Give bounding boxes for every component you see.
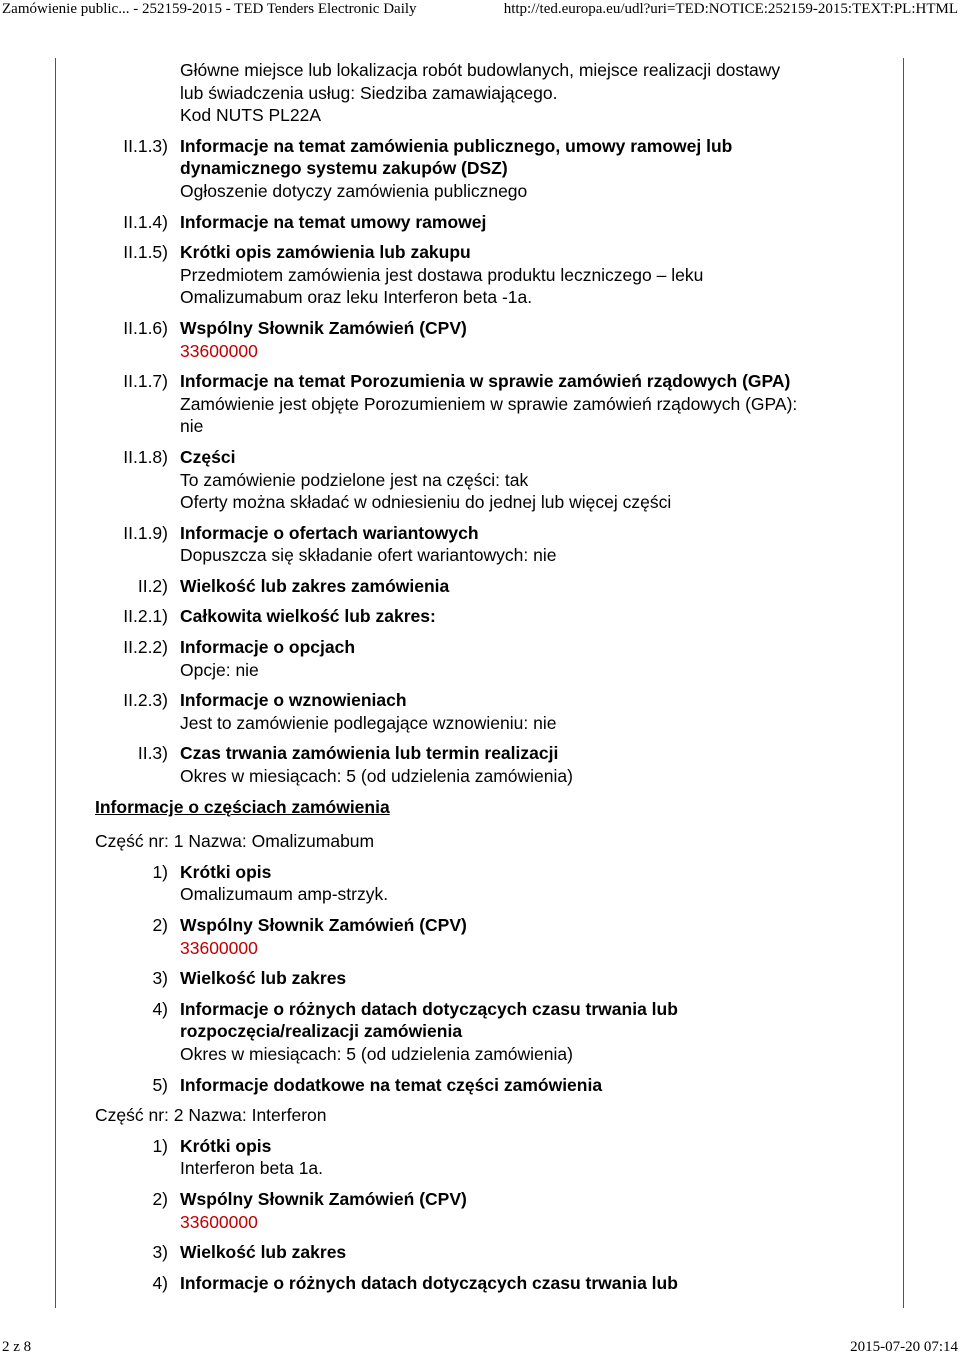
intro-line: lub świadczenia usług: Siedziba zamawiającego. [180,82,558,103]
section-heading: Informacje na temat Porozumienia w sprawie zamówień rządowych (GPA) [180,371,791,392]
part-2-item-1 [0,1135,960,1180]
section-text: Dopuszcza się składanie ofert wariantowych: nie [180,545,557,566]
item-number: 3) [152,968,168,989]
print-datetime: 2015-07-20 07:14 [850,1339,958,1355]
section-heading: Informacje o wznowieniach [180,690,407,711]
item-heading: Krótki opis [180,1135,272,1156]
part-1-item-5 [0,1074,960,1097]
item-heading: Wspólny Słownik Zamówień (CPV) [180,915,467,935]
section-heading: Czas trwania zamówienia lub termin realizacji [180,743,559,764]
item-number: 3) [152,1242,168,1263]
section-text: Oferty można składać w odniesieniu do jednej lub więcej części [180,492,672,513]
section-number: II.2.1) [123,606,168,627]
section-number: II.2.3) [123,690,168,711]
section-text: Omalizumabum oraz leku Interferon beta -1a. [180,287,533,308]
section-II-1-7 [0,370,960,438]
section-number: II.1.7) [123,371,168,392]
item-number: 2) [152,915,168,935]
item-number: 1) [152,1135,168,1156]
section-text: Przedmiotem zamówienia jest dostawa produktu leczniczego – leku [180,264,704,285]
section-number: II.1.9) [123,522,168,543]
part-1-item-3 [0,967,960,990]
item-heading: Informacje o różnych datach dotyczących czasu trwania lub [180,998,678,1019]
section-text: Jest to zamówienie podlegające wznowieniu: nie [180,712,557,733]
section-II-3 [0,742,960,787]
section-heading: Części [180,446,236,467]
page-url: http://ted.europa.eu/udl?uri=TED:NOTICE:252159-2015:TEXT:PL:HTML [503,1,958,17]
part-1-item-4 [0,998,960,1066]
section-number: II.2) [137,575,168,596]
section-text: nie [180,416,204,437]
section-text: To zamówienie podzielone jest na części: tak [180,469,529,490]
print-header [0,0,960,22]
section-heading: Informacje na temat umowy ramowej [180,211,487,232]
section-heading: dynamicznego systemu zakupów (DSZ) [180,158,508,179]
document-body [0,59,960,1294]
section-II-1-3 [0,135,960,203]
item-heading: Wspólny Słownik Zamówień (CPV) [180,1188,467,1209]
section-II-1-5 [0,241,960,309]
item-text: Omalizumaum amp-strzyk. [180,884,389,905]
item-text: Okres w miesiącach: 5 (od udzielenia zamówienia) [180,1043,573,1064]
section-number: II.1.8) [123,446,168,467]
nuts-code: Kod NUTS PL22A [180,105,322,126]
item-text: Interferon beta 1a. [180,1158,324,1179]
section-heading: Wspólny Słownik Zamówień (CPV) [180,317,467,338]
part-2-heading: Część nr: 2 Nazwa: Interferon [95,1105,327,1126]
page-number: 2 z 8 [2,1339,32,1355]
section-heading: Informacje o ofertach wariantowych [180,522,479,543]
part-2-item-4 [0,1272,960,1295]
item-number: 1) [152,861,168,882]
item-number: 4) [152,1272,168,1293]
section-heading: Informacje na temat zamówienia publicznego, umowy ramowej lub [180,135,733,156]
page-title: Zamówienie public... - 252159-2015 - TED Tenders Electronic Daily [2,1,417,17]
section-II-2-1 [0,605,960,628]
section-number: II.3) [137,743,168,764]
section-II-1-8 [0,446,960,514]
section-text: Okres w miesiącach: 5 (od udzielenia zamówienia) [180,766,573,787]
section-II-1-6 [0,317,960,362]
section-heading: Wielkość lub zakres zamówienia [180,575,450,596]
section-heading: Całkowita wielkość lub zakres: [180,606,436,627]
section-II-2 [0,575,960,598]
item-number: 2) [152,1188,168,1209]
section-number: II.2.2) [123,637,168,658]
part-1-item-1 [0,861,960,906]
section-number: II.1.6) [123,317,168,338]
section-number: II.1.4) [123,211,168,232]
section-number: II.1.5) [123,242,168,263]
item-heading: Krótki opis [180,861,272,882]
section-text: Ogłoszenie dotyczy zamówienia publicznego [180,180,528,201]
item-number: 5) [152,1074,168,1095]
part-2-item-3 [0,1241,960,1264]
cpv-code: 33600000 [180,340,258,361]
section-II-2-2 [0,636,960,681]
section-text: Zamówienie jest objęte Porozumieniem w sprawie zamówień rządowych (GPA): [180,393,798,414]
section-II-1-9 [0,522,960,567]
cpv-code: 33600000 [180,1211,258,1232]
part-1-item-2 [0,914,960,959]
section-II-2-3 [0,689,960,734]
cpv-code: 33600000 [180,937,258,958]
item-number: 4) [152,998,168,1019]
item-heading: Wielkość lub zakres [180,968,347,989]
intro-location [0,59,960,127]
section-II-1-4 [0,211,960,234]
section-heading: Krótki opis zamówienia lub zakupu [180,242,471,263]
item-heading: rozpoczęcia/realizacji zamówienia [180,1021,463,1042]
part-2-item-2 [0,1188,960,1233]
item-heading: Wielkość lub zakres [180,1242,347,1263]
section-text: Opcje: nie [180,659,259,680]
item-heading: Informacje o różnych datach dotyczących czasu trwania lub [180,1272,678,1293]
part-1-heading: Część nr: 1 Nazwa: Omalizumabum [95,831,375,852]
section-heading: Informacje o opcjach [180,637,356,658]
section-number: II.1.3) [123,135,168,156]
intro-line: Główne miejsce lub lokalizacja robót budowlanych, miejsce realizacji dostawy [180,60,781,80]
item-heading: Informacje dodatkowe na temat części zamówienia [180,1074,603,1095]
parts-section-title: Informacje o częściach zamówienia [95,796,390,817]
